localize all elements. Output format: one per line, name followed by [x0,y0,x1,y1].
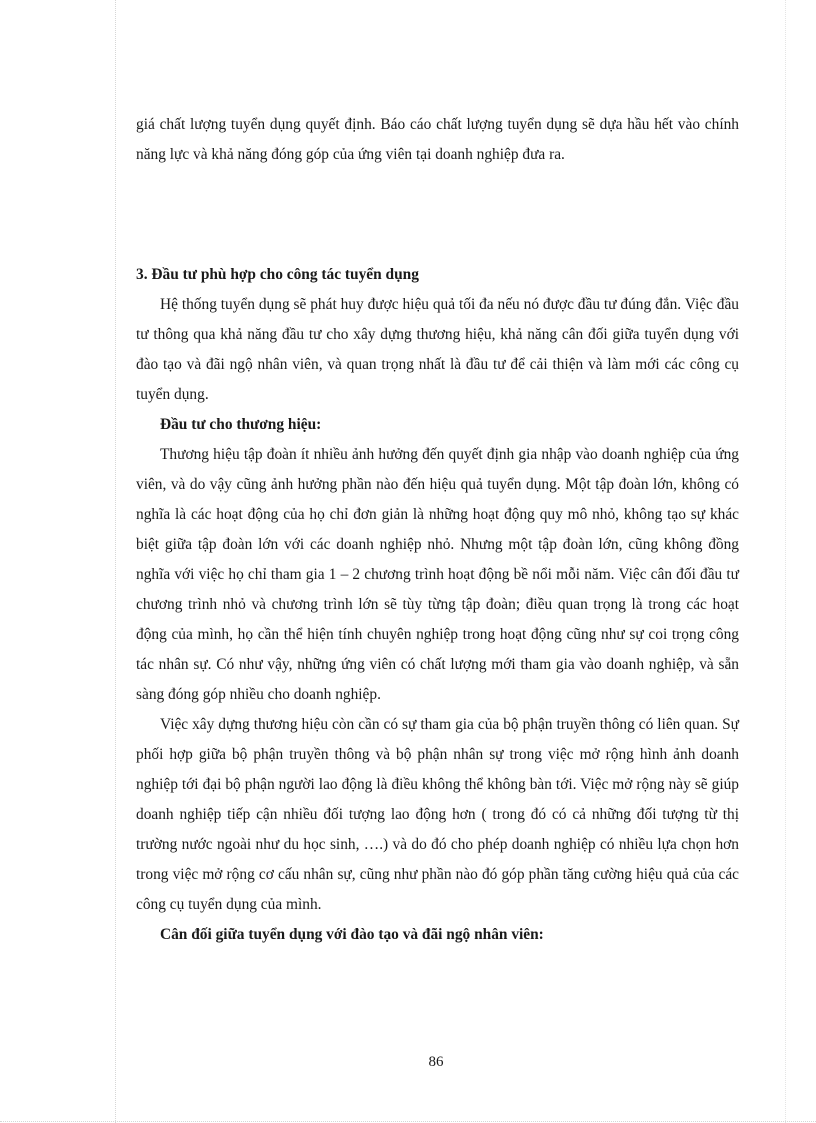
page-bottom-edge [0,1121,816,1122]
section-heading: 3. Đầu tư phù hợp cho công tác tuyển dụng [136,266,419,283]
margin-guide-right [785,0,786,1123]
paragraph-communication: Việc xây dựng thương hiệu còn cần có sự tham gia của bộ phận truyền thông có liên quan. Sự phối hợp giữa bộ phận truyền thông và bộ phận nhân sự trong việc mở rộng hình ảnh doanh nghiệp tới đại bộ phận người lao động là điều không thể không bàn tới. Việc mở rộng này sẽ giúp doanh nghiệp tiếp cận nhiều đối tượng lao động hơn ( trong đó có cả những đối tượng từ thị trường nước ngoài như du học sinh, ….) và do đó cho phép doanh nghiệp có nhiều lựa chọn hơn trong việc mở rộng cơ cấu nhân sự, cũng như phần nào đó góp phần tăng cường hiệu quả của các công cụ tuyển dụng của mình. [136,716,739,913]
paragraph-continued: giá chất lượng tuyển dụng quyết định. Báo cáo chất lượng tuyển dụng sẽ dựa hầu hết vào chính năng lực và khả năng đóng góp của ứng viên tại doanh nghiệp đưa ra. [136,116,739,163]
paragraph-intro: Hệ thống tuyển dụng sẽ phát huy được hiệu quả tối đa nếu nó được đầu tư đúng đắn. Việc đầu tư thông qua khả năng đầu tư cho xây dựng thương hiệu, khả năng cân đối giữa tuyển dụng với đào tạo và đãi ngộ nhân viên, và quan trọng nhất là đầu tư để cải thiện và làm mới các công cụ tuyển dụng. [136,296,739,403]
margin-guide-left [115,0,116,1123]
paragraph-brand: Thương hiệu tập đoàn ít nhiều ảnh hưởng đến quyết định gia nhập vào doanh nghiệp của ứng viên, và do vậy cũng ảnh hưởng phần nào đến hiệu quả tuyển dụng. Một tập đoàn lớn, không có nghĩa là các hoạt động của họ chỉ đơn giản là những hoạt động quy mô nhỏ, không tạo sự khác biệt giữa tập đoàn lớn với các doanh nghiệp nhỏ. Nhưng một tập đoàn lớn, cũng không đồng nghĩa với việc họ chỉ tham gia 1 – 2 chương trình hoạt động bề nổi mỗi năm. Việc cân đối đầu tư chương trình nhỏ và chương trình lớn sẽ tùy từng tập đoàn; điều quan trọng là trong các hoạt động của mình, họ cần thể hiện tính chuyên nghiệp trong hoạt động cũng như sự coi trọng công tác nhân sự. Có như vậy, những ứng viên có chất lượng mới tham gia vào doanh nghiệp, và sẵn sàng đóng góp nhiều cho doanh nghiệp. [136,446,739,703]
subheading-balance: Cân đối giữa tuyển dụng với đào tạo và đãi ngộ nhân viên: [160,926,544,943]
subheading-brand-investment: Đầu tư cho thương hiệu: [160,416,322,433]
document-body [136,110,739,950]
page-number: 86 [428,1054,444,1070]
